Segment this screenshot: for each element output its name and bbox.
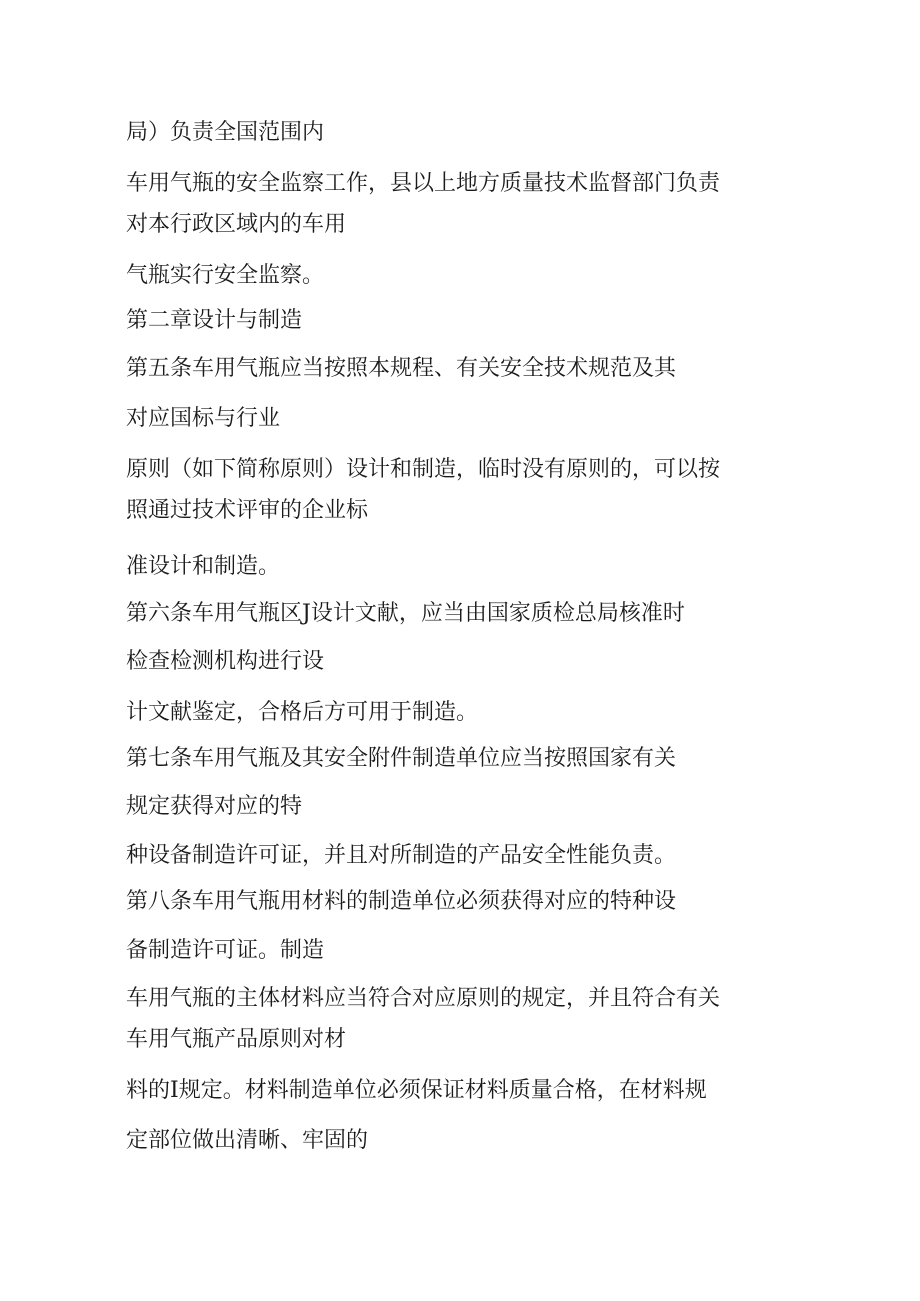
- text-line: 对本行政区域内的车用: [126, 212, 347, 237]
- text-line: 照通过技术评审的企业标: [126, 498, 369, 523]
- text-line: 第五条车用气瓶应当按照本规程、有关安全技术规范及其: [126, 356, 677, 381]
- text-line: 对应国标与行业: [126, 406, 281, 431]
- text-line: 车用气瓶产品原则对材: [126, 1027, 347, 1052]
- section-heading: 第二章设计与制造: [126, 308, 303, 333]
- text-line: 第七条车用气瓶及其安全附件制造单位应当按照国家有关: [126, 746, 677, 771]
- text-line: 车用气瓶的主体材料应当符合对应原则的规定，并且符合有关: [126, 986, 721, 1011]
- text-line: 局）负责全国范围内: [126, 120, 325, 145]
- text-line: 车用气瓶的安全监察工作，县以上地方质量技术监督部门负责: [126, 171, 721, 196]
- text-line: 种设备制造许可证，并且对所制造的产品安全性能负责。: [126, 843, 677, 868]
- text-line: 计文献鉴定，合格后方可用于制造。: [126, 700, 479, 725]
- text-line: 料的I规定。材料制造单位必须保证材料质量合格，在材料规: [126, 1078, 707, 1103]
- text-line: 第六条车用气瓶区J设计文献，应当由国家质检总局核准时: [126, 601, 685, 626]
- text-line: 规定获得对应的特: [126, 794, 303, 819]
- text-line: 准设计和制造。: [126, 554, 281, 579]
- text-line: 原则（如下简称原则）设计和制造，临时没有原则的，可以按: [126, 457, 721, 482]
- text-line: 定部位做出清晰、牢固的: [126, 1128, 369, 1153]
- text-line: 第八条车用气瓶用材料的制造单位必须获得对应的特种设: [126, 889, 677, 914]
- text-line: 备制造许可证。制造: [126, 938, 325, 963]
- text-line: 检查检测机构进行设: [126, 649, 325, 674]
- text-line: 气瓶实行安全监察。: [126, 263, 325, 288]
